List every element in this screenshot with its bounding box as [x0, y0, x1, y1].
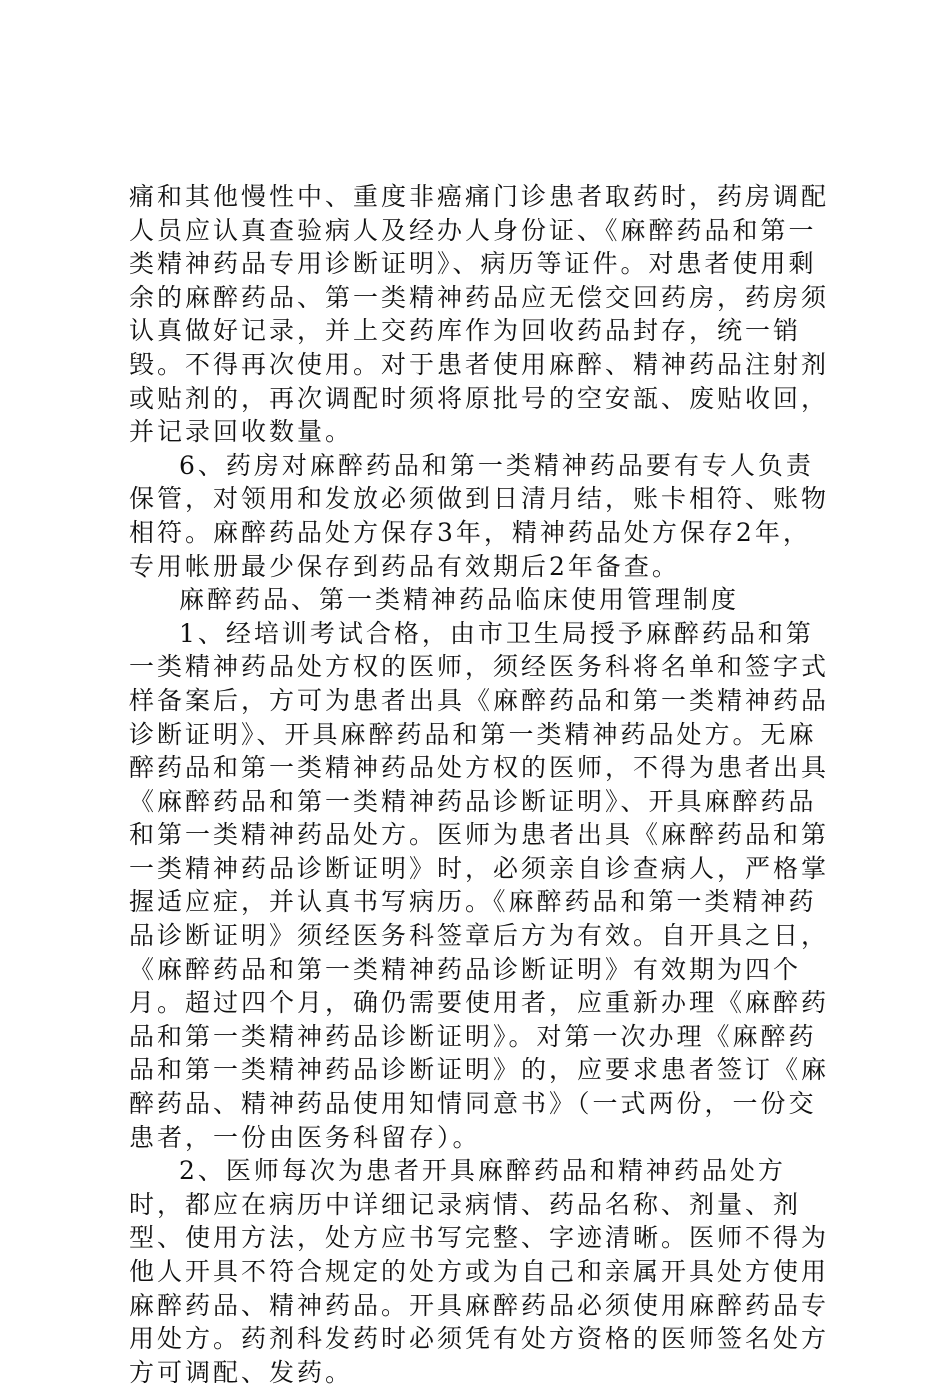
section-heading: 麻醉药品、第一类精神药品临床使用管理制度: [179, 585, 740, 615]
paragraph-item-6: 6、药房对麻醉药品和第一类精神药品要有专人负责保管，对领用和发放必须做到日清月结，账卡相符、账物相符。麻醉药品处方保存3年，精神药品处方保存2年，专用帐册最少保存到药品有效期后2年备查。: [129, 450, 830, 581]
document-body: [129, 180, 831, 1389]
paragraph-item-2: 2、医师每次为患者开具麻醉药品和精神药品处方时，都应在病历中详细记录病情、药品名称、剂量、剂型、使用方法，处方应书写完整、字迹清晰。医师不得为他人开具不符合规定的处方或为自己和亲属开具处方使用麻醉药品、精神药品。开具麻醉药品必须使用麻醉药品专用处方。药剂科发药时必须凭有处方资格的医师签名处方方可调配、发药。: [129, 1156, 830, 1387]
paragraph-continuation: 痛和其他慢性中、重度非癌痛门诊患者取药时，药房调配人员应认真查验病人及经办人身份证、《麻醉药品和第一类精神药品专用诊断证明》、病历等证件。对患者使用剩余的麻醉药品、第一类精神药品应无偿交回药房，药房须认真做好记录，并上交药库作为回收药品封存，统一销毁。不得再次使用。对于患者使用麻醉、精神药品注射剂或贴剂的，再次调配时须将原批号的空安瓿、废贴收回，并记录回收数量。: [129, 182, 830, 447]
paragraph-item-1: 1、经培训考试合格，由市卫生局授予麻醉药品和第一类精神药品处方权的医师，须经医务科将名单和签字式样备案后，方可为患者出具《麻醉药品和第一类精神药品诊断证明》、开具麻醉药品和第一类精神药品处方。无麻醉药品和第一类精神药品处方权的医师，不得为患者出具《麻醉药品和第一类精神药品诊断证明》、开具麻醉药品和第一类精神药品处方。医师为患者出具《麻醉药品和第一类精神药品诊断证明》时，必须亲自诊查病人，严格掌握适应症，并认真书写病历。《麻醉药品和第一类精神药品诊断证明》须经医务科签章后方为有效。自开具之日，《麻醉药品和第一类精神药品诊断证明》有效期为四个月。超过四个月，确仍需要使用者，应重新办理《麻醉药品和第一类精神药品诊断证明》。对第一次办理《麻醉药品和第一类精神药品诊断证明》的，应要求患者签订《麻醉药品、精神药品使用知情同意书》（一式两份，一份交患者，一份由医务科留存）。: [129, 618, 830, 1152]
